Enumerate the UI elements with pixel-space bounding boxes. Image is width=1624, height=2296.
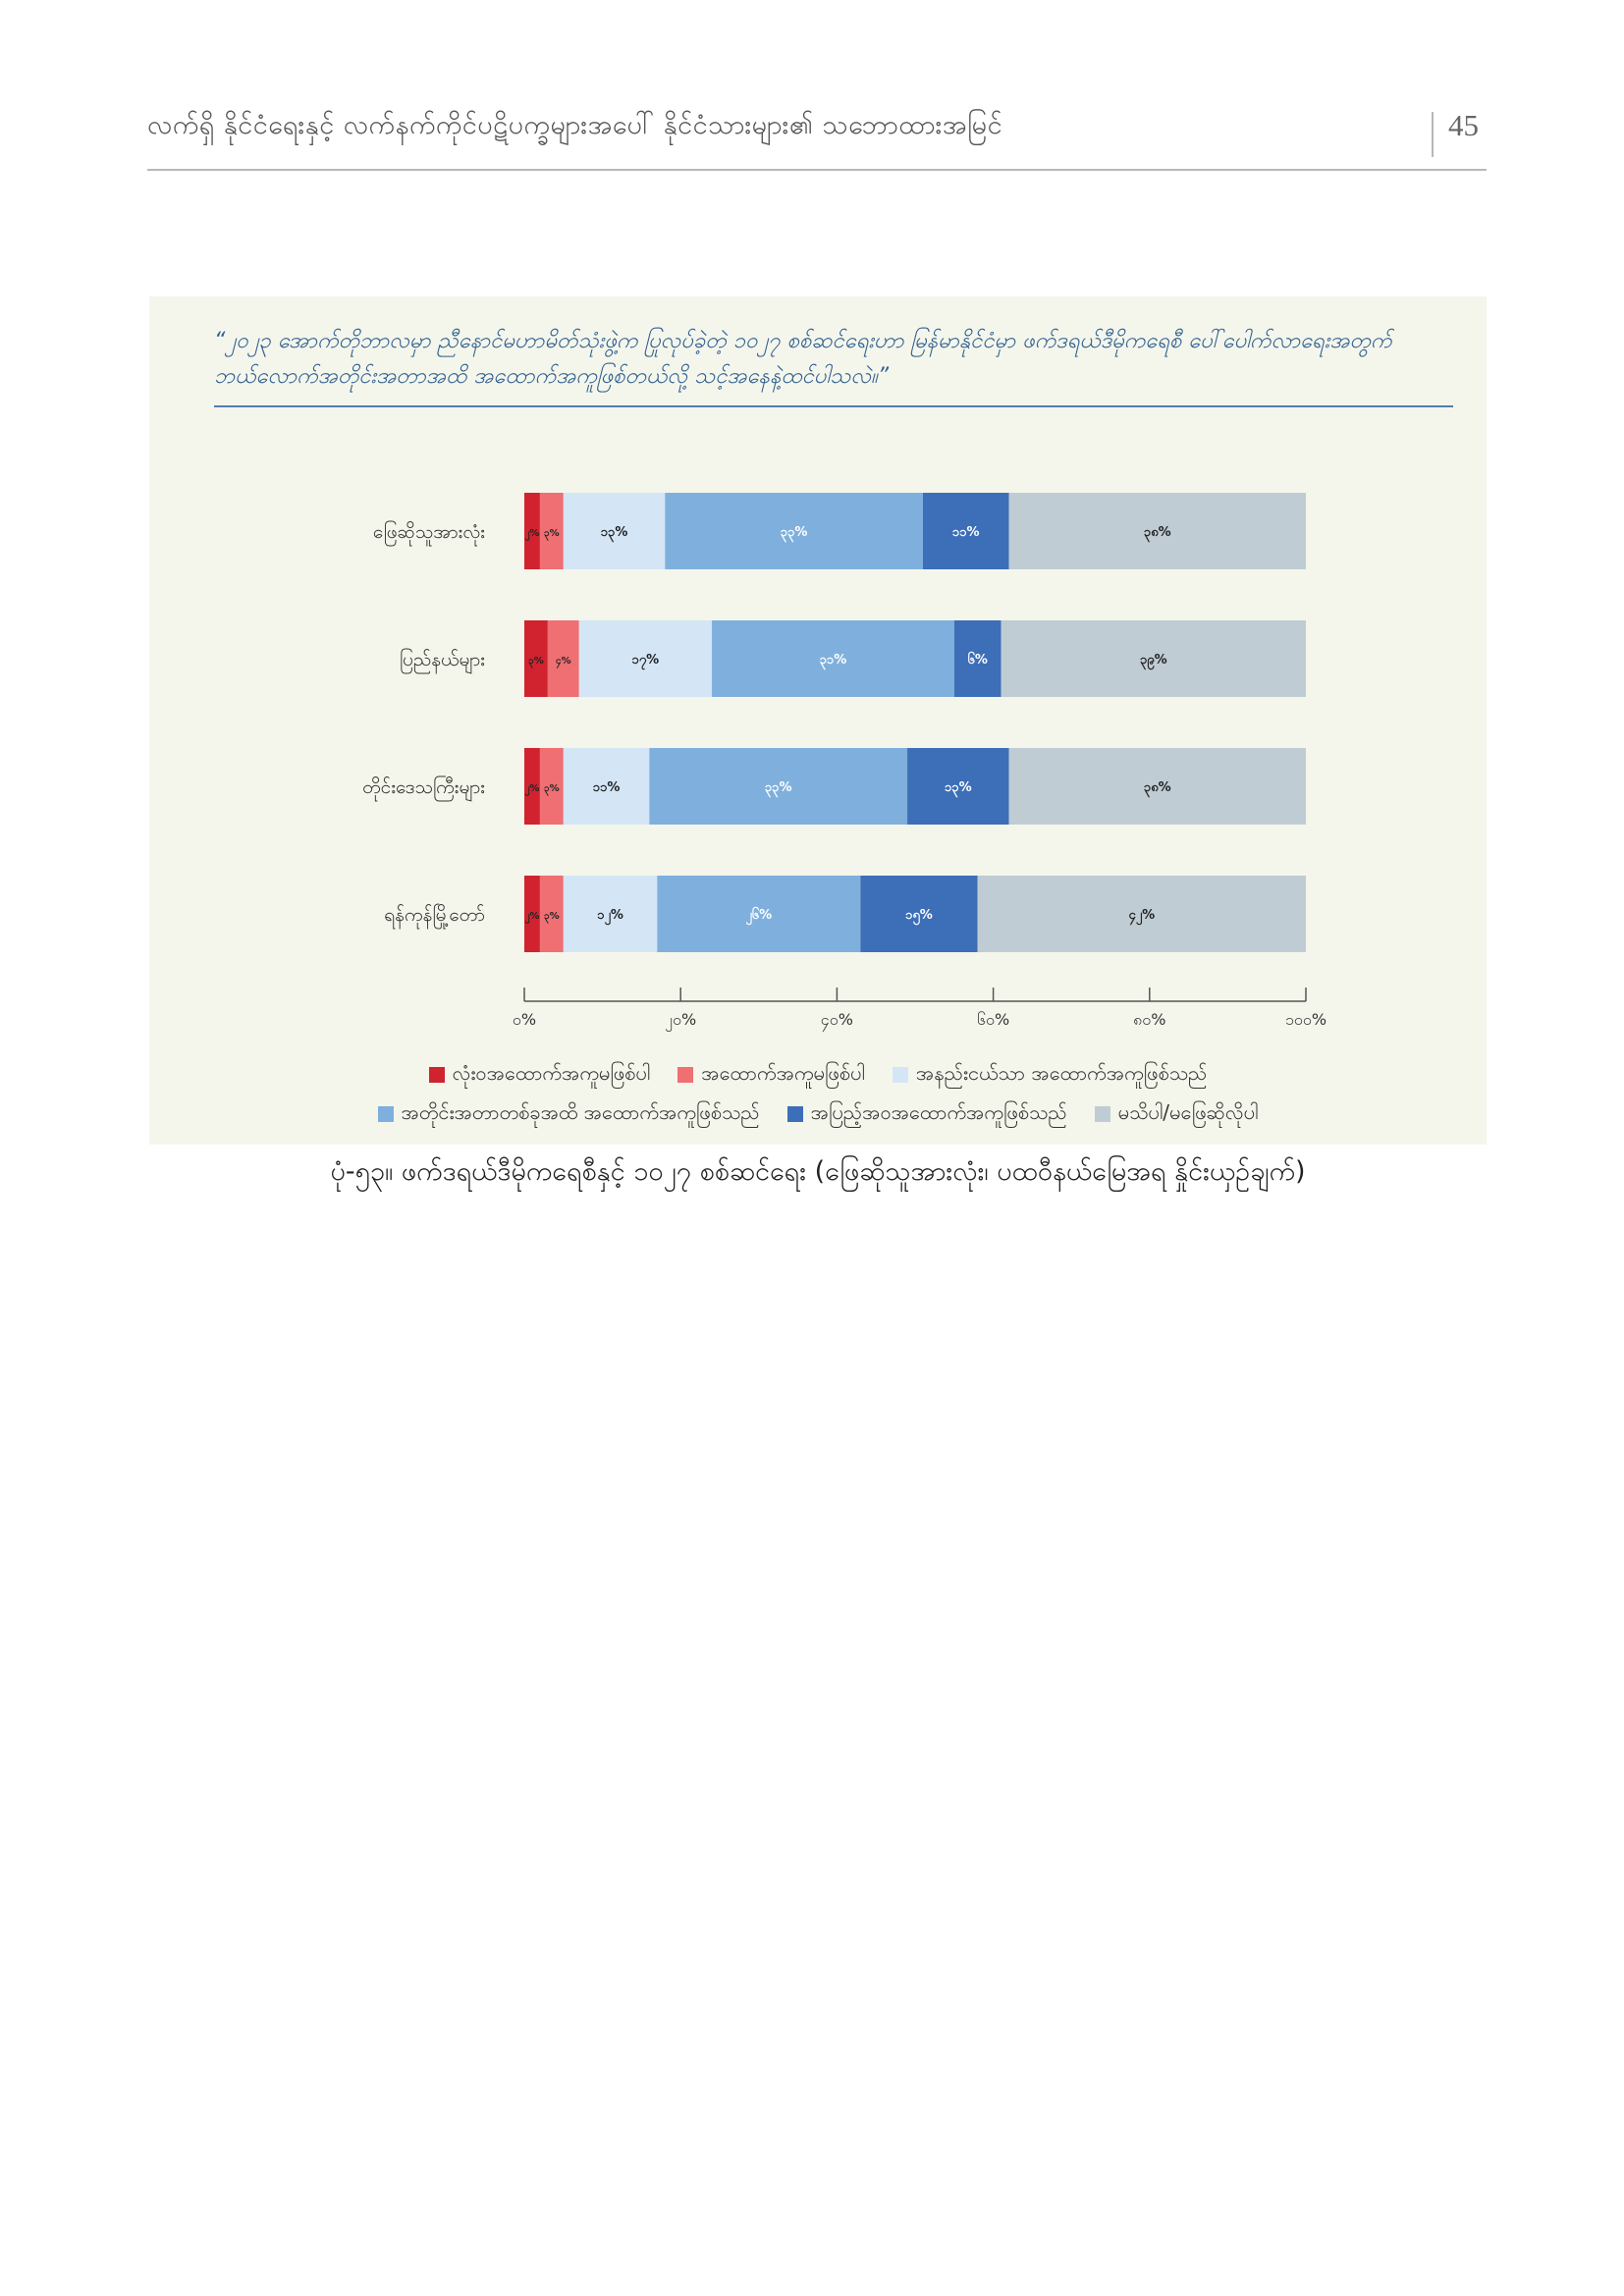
data-label: ၄% bbox=[555, 656, 571, 667]
legend-label: အထောက်အကူမဖြစ်ပါ bbox=[701, 1061, 865, 1085]
legend-row bbox=[149, 1060, 1487, 1090]
data-label: ၃% bbox=[528, 656, 544, 667]
chart-legend bbox=[149, 1060, 1487, 1139]
figure-panel bbox=[149, 296, 1487, 1145]
data-label: ၃% bbox=[544, 783, 560, 794]
header-title: လက်ရှိ နိုင်ငံရေးနှင့် လက်နက်ကိုင်ပဋိပက္ခများအပေါ် နိုင်ငံသားများ၏ သဘောထားအမြင် bbox=[147, 110, 1003, 140]
category-label: ရန်ကုန်မြို့တော် bbox=[384, 904, 485, 926]
legend-swatch bbox=[429, 1067, 445, 1083]
data-label: ၁၁% bbox=[951, 525, 980, 540]
data-label: ၃၈% bbox=[1143, 525, 1171, 540]
data-label: ၃% bbox=[544, 528, 560, 539]
data-label: ၃၉% bbox=[1139, 653, 1167, 667]
category-label: တိုင်းဒေသကြီးများ bbox=[362, 776, 485, 798]
chart-svg bbox=[149, 296, 1487, 1145]
legend-item bbox=[378, 1099, 760, 1129]
legend-label: လုံးဝအထောက်အကူမဖြစ်ပါ bbox=[452, 1061, 651, 1085]
data-label: ၂% bbox=[524, 783, 540, 794]
data-label: ၆% bbox=[967, 653, 988, 667]
legend-swatch bbox=[893, 1067, 908, 1083]
category-label: ပြည်နယ်များ bbox=[399, 649, 485, 670]
page-number: 45 bbox=[1448, 108, 1479, 142]
header-separator bbox=[1432, 112, 1434, 157]
survey-question: “၂၀၂၃ အောက်တိုဘာလမှာ ညီနောင်မဟာမိတ်သုံးဖွဲ့က ပြုလုပ်ခဲ့တဲ့ ၁၀၂၇ စစ်ဆင်ရေးဟာ မြန်မာနိုင်ငံမှာ ဖက်ဒရယ်ဒီမိုကရေစီ ပေါ်ပေါက်လာရေးအတွက် ဘယ်လောက်အတိုင်းအတာအထိ အထောက်အကူဖြစ်တယ်လို့ သင့်အနေနဲ့ထင်ပါသလဲ။” bbox=[214, 329, 1392, 389]
data-label: ၂% bbox=[524, 911, 540, 922]
data-label: ၃% bbox=[544, 911, 560, 922]
data-label: ၃၈% bbox=[1143, 780, 1171, 795]
legend-item bbox=[1095, 1099, 1259, 1129]
data-label: ၄၂% bbox=[1128, 908, 1156, 923]
data-label: ၂% bbox=[524, 528, 540, 539]
x-tick-label: ၆၀% bbox=[976, 1010, 1010, 1029]
category-label: ဖြေဆိုသူအားလုံး bbox=[372, 521, 485, 543]
data-label: ၁၃% bbox=[944, 780, 972, 795]
legend-label: မသိပါ/မဖြေဆိုလိုပါ bbox=[1117, 1100, 1259, 1124]
data-label: ၁၁% bbox=[592, 780, 621, 795]
data-label: ၃၃% bbox=[764, 780, 792, 795]
data-label: ၁၇% bbox=[631, 653, 660, 667]
legend-label: အတိုင်းအတာတစ်ခုအထိ အထောက်အကူဖြစ်သည် bbox=[401, 1100, 760, 1124]
legend-swatch bbox=[1095, 1106, 1110, 1122]
x-tick-label: ၀% bbox=[512, 1010, 537, 1029]
data-label: ၂၆% bbox=[745, 908, 773, 923]
legend-row bbox=[149, 1099, 1487, 1129]
data-label: ၃၃% bbox=[780, 525, 808, 540]
legend-item bbox=[787, 1099, 1067, 1129]
legend-swatch bbox=[378, 1106, 394, 1122]
figure-caption: ပုံ-၅၃။ ဖက်ဒရယ်ဒီမိုကရေစီနှင့် ၁၀၂၇ စစ်ဆင်ရေး (ဖြေဆိုသူအားလုံး၊ ပထဝီနယ်မြေအရ နှိုင်းယှဉ်ချက်) bbox=[330, 1156, 1306, 1187]
legend-item bbox=[429, 1060, 651, 1090]
legend-swatch bbox=[677, 1067, 693, 1083]
legend-label: အနည်းငယ်သာ အထောက်အကူဖြစ်သည် bbox=[915, 1061, 1208, 1085]
data-label: ၁၅% bbox=[905, 908, 933, 923]
legend-swatch bbox=[787, 1106, 803, 1122]
stacked-bar-chart bbox=[149, 296, 1487, 1145]
x-tick-label: ၂၀% bbox=[665, 1010, 697, 1029]
legend-label: အပြည့်အဝအထောက်အကူဖြစ်သည် bbox=[810, 1100, 1067, 1124]
page-header bbox=[147, 104, 1487, 171]
data-label: ၃၁% bbox=[819, 653, 847, 667]
data-label: ၁၂% bbox=[597, 908, 623, 923]
data-label: ၁၃% bbox=[600, 525, 628, 540]
x-tick-label: ၁၀၀% bbox=[1284, 1010, 1327, 1029]
x-tick-label: ၈၀% bbox=[1133, 1010, 1166, 1029]
legend-item bbox=[677, 1060, 865, 1090]
legend-item bbox=[893, 1060, 1208, 1090]
x-tick-label: ၄၀% bbox=[820, 1010, 854, 1029]
